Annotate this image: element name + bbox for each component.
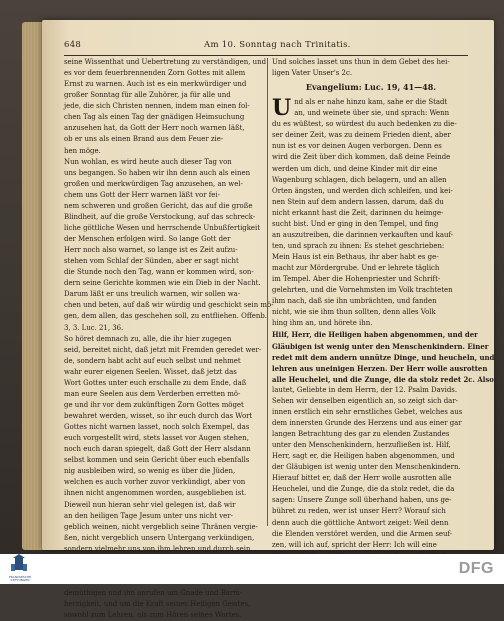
left-text-column bbox=[64, 57, 274, 620]
text-line: großer Sonntag für alle Zuhörer, ja für alle und bbox=[64, 91, 231, 100]
text-line: herzigkeit, und um die Kraft seines Heiligen Geistes, bbox=[64, 600, 251, 609]
text-line: alle Heuchelei, und die Zunge, die da stolz redet 2c. Also bbox=[272, 374, 494, 384]
text-line: hen möge. bbox=[64, 146, 101, 155]
text-line: der Gläubigen ist wenig unter den Menschenkindern. bbox=[272, 463, 461, 472]
text-line: es vor dem feuerbrennenden Zorn Gottes mit allem bbox=[64, 69, 246, 78]
text-line: noch euch daran spiegelt, daß Gott der Herr alsdann bbox=[64, 445, 251, 454]
text-line: nem schweren und großen Gericht, das auf die große bbox=[64, 201, 253, 210]
text-line: ihnen nicht angenommen worden, ausgeblieben ist. bbox=[64, 489, 247, 498]
text-line: ihm nach, daß sie ihn umbrächten, und fanden bbox=[272, 297, 437, 306]
text-line: jede, die sich Christen nennen, indem man einen fol- bbox=[64, 102, 250, 111]
text-line: 3, 3. Luc. 21, 36. bbox=[64, 323, 124, 332]
text-line: sucht bist. Und er ging in den Tempel, und fing bbox=[272, 219, 439, 228]
footer-bar bbox=[0, 554, 504, 584]
drop-cap: U bbox=[272, 95, 292, 122]
header-rule bbox=[64, 55, 468, 56]
text-line: uns begangen. So haben wir ihn denn auch als einen bbox=[64, 168, 251, 177]
text-line: an auszutreiben, die darinnen verkauften und kauf- bbox=[272, 230, 454, 239]
text-line: nicht erkannt hast die Zeit, darinnen du heimge- bbox=[272, 208, 444, 217]
text-line: macht zur Mördergrube. Und er lehrete täglich bbox=[272, 264, 440, 273]
text-line: hing ihm an, und hörete ihn. bbox=[272, 319, 373, 328]
text-line: Hierauf bittet er, daß der Herr wolle ausrotten alle bbox=[272, 474, 452, 483]
text-line: großen und merkwürdigen Tag anzusehen, an wel- bbox=[64, 179, 243, 188]
text-line: Nun wohlan, es wird heute auch dieser Tag von bbox=[64, 157, 232, 166]
text-line: nig ausbleiben wird, so wenig es über die Jüden, bbox=[64, 467, 236, 476]
text-line: Hilf, Herr, die Heiligen haben abgenommen, und der bbox=[272, 330, 478, 340]
text-line: welchen es auch vorher zuvor verkündigt, aber von bbox=[64, 478, 246, 487]
text-line: Herr, sagt er, die Heiligen haben abgenommen, und bbox=[272, 452, 455, 461]
text-line: Blindheit, auf die große Verstockung, auf das schreck- bbox=[64, 212, 256, 221]
text-line: Mein Haus ist ein Bethaus, ihr aber habt es ge- bbox=[272, 253, 439, 261]
text-line: So höret demnach zu, alle, die ihr hier zugegen bbox=[64, 334, 232, 343]
text-line: Heuchelei, und die Zunge, die da stolz redet, die da bbox=[272, 485, 455, 494]
text-line: Ernst zu warnen. Auch ist es ein merkwürdiger und bbox=[64, 80, 247, 89]
text-line: euch vorgestellt wird, stets lasset vor Augen stehen, bbox=[64, 434, 249, 443]
text-line: seid, bereitet nicht, daß jetzt mit Fremden geredet wer- bbox=[64, 345, 262, 354]
text-line: wahr eurer eigenen Seelen. Wisset, daß jetzt das bbox=[64, 367, 237, 376]
text-line: Gottes nicht warnen lasset, noch solch Exempel, das bbox=[64, 423, 250, 432]
right-text-column bbox=[272, 57, 495, 549]
text-line: gelehrten, und die Vornehmsten im Volk trachteten bbox=[272, 286, 453, 295]
text-line: bewahret werden, wisset, so ihr euch durch das Wort bbox=[64, 412, 253, 420]
text-line: du es wüßtest, so würdest du auch bedenken zu die- bbox=[272, 120, 457, 129]
text-line: anzusehen hat, da Gott der Herr noch warnen läßt, bbox=[64, 124, 245, 133]
text-line: redet mit dem andern unnütze Dinge, und heucheln, und bbox=[272, 352, 495, 362]
institution-logo-text: FRANCKESCHE STIFTUNGEN bbox=[8, 575, 32, 583]
text-line: nen Stein auf dem andern lassen, darum, daß du bbox=[272, 197, 444, 206]
text-line: chen und beten, auf daß wir würdig und geschickt sein mö- bbox=[64, 301, 274, 310]
running-title: Am 10. Sonntag nach Trinitatis. bbox=[204, 40, 351, 50]
text-line: chem uns Gott der Herr warnen läßt vor fei- bbox=[64, 190, 220, 199]
text-line: lehren aus uneinigen Herzen. Der Herr wolle ausrotten bbox=[272, 363, 488, 373]
text-line: im Tempel. Aber die Hohenpriester und Schrift- bbox=[272, 275, 441, 284]
text-line: Wagenburg schlagen, dich belagern, und an allen bbox=[272, 175, 447, 184]
text-line: Wort Gottes unter euch erschalle zu dem Ende, daß bbox=[64, 378, 247, 387]
text-line: geblich weinen, nicht vergeblich seine Thränen vergie- bbox=[64, 522, 258, 531]
text-line: de, sondern habt acht auf euch selbst und nehmet bbox=[64, 356, 241, 365]
text-line: ge und ihr vor dem zukünftigen Zorn Gottes möget bbox=[64, 400, 244, 409]
text-line: an den heiligen Tage Jesum unter uns nicht ver- bbox=[64, 511, 233, 520]
text-line: Herr noch also warnet, so lange ist es Zeit aufzu- bbox=[64, 246, 238, 255]
text-line: lautet, Geliebte in dem Herrn, der 12. Psalm Davids. bbox=[272, 385, 458, 394]
text-line: sowohl zum Lehren, als zum Hören seines Wortes. bbox=[64, 611, 242, 620]
text-line: demüthigen und ihn anrufen um Gnade und Barm- bbox=[64, 589, 243, 597]
text-line: an, und weinete über sie, und sprach: Wenn bbox=[294, 109, 450, 118]
dfg-logo: DFG bbox=[458, 560, 494, 577]
page-header bbox=[64, 40, 464, 54]
text-line: sondern vielmehr uns von ihm lehren und durch sein bbox=[64, 544, 251, 553]
text-line: ser deiner Zeit, was zu deinem Frieden dient, aber bbox=[272, 131, 451, 140]
text-line: die Stunde noch den Tag, wann er kommen wird, son- bbox=[64, 268, 254, 277]
column-divider bbox=[267, 58, 268, 526]
intro-line: Und solches lasset uns thun in dem Gebet des hei- bbox=[272, 58, 450, 66]
text-line: innen erstlich ein sehr ernstliches Gebet, welches aus bbox=[272, 407, 463, 416]
text-line: stehen vom Schlaf der Sünden, aber er sagt nicht bbox=[64, 257, 239, 266]
text-line: ßen, nicht vergeblich unsern Untergang verkündigen, bbox=[64, 533, 255, 542]
text-line: dem innersten Grunde des Herzens und aus einer gar bbox=[272, 418, 462, 427]
text-line: seine Wissenthat und Uebertretung zu verständigen, und bbox=[64, 58, 267, 66]
gospel-heading: Evangelium: Luc. 19, 41—48. bbox=[305, 82, 437, 93]
text-line: der Menschen erfolgen wird. So lange Gott der bbox=[64, 235, 231, 243]
text-line: Sehen wir denselben eigentlich an, so zeigt sich dar- bbox=[272, 396, 458, 405]
text-line: denn auch die göttliche Antwort zeiget: Weil denn bbox=[272, 518, 449, 527]
text-line: Dieweil nun hieran sehr viel gelegen ist, daß wir bbox=[64, 500, 236, 509]
text-line: wird die Zeit über dich kommen, daß deine Feinde bbox=[272, 153, 451, 162]
text-line: sagen: Unsere Zunge soll überhand haben, uns ge- bbox=[272, 496, 452, 505]
intro-line: ligen Vater Unser's 2c. bbox=[272, 69, 353, 78]
text-line: Gläubigen ist wenig unter den Menschenkindern. Einer bbox=[272, 341, 489, 351]
text-line: zen, will ich auf, spricht der Herr: Ich will eine bbox=[272, 540, 437, 549]
text-line: chen Tag als einen Tag der gnädigen Heimsuchung bbox=[64, 113, 245, 122]
text-line: langen Betrachtung des gar zu elenden Zustandes bbox=[272, 430, 450, 438]
text-line: liche göttliche Wesen und herrschende Unbußfertigkeit bbox=[64, 223, 261, 232]
text-line: die Elenden verstöret werden, und die Armen seuf- bbox=[272, 529, 453, 538]
text-line: gen, dem allen, das geschehen soll, zu entfliehen. Offenb. bbox=[64, 312, 267, 321]
text-line: nun ist es vor deinen Augen verborgen. Denn es bbox=[272, 142, 442, 151]
text-line: werden um dich, und deine Kinder mit dir eine bbox=[272, 164, 438, 173]
text-line: nd als er nahe hinzu kam, sahe er die Stadt bbox=[294, 98, 448, 107]
text-line: bühret zu reden, wer ist unser Herr? Worauf sich bbox=[272, 507, 446, 516]
page-number: 648 bbox=[64, 40, 82, 50]
text-line: man eure Seelen aus dem Verderben erretten mö- bbox=[64, 389, 241, 398]
text-line: Orten ängsten, und werden dich schleifen, und kei- bbox=[272, 186, 453, 195]
text-line: ob er uns als einen Brand aus dem Feuer zie- bbox=[64, 135, 224, 144]
text-line: selbst kommen und sein Gericht über euch ebenfalls bbox=[64, 456, 250, 465]
text-line: unter den Menschenkindern, herzufließen ist. Hilf, bbox=[272, 441, 451, 450]
text-line: dern seine Gerichte kommen wie ein Dieb in der Nacht. bbox=[64, 279, 261, 288]
text-line: ten, und sprach zu ihnen: Es stehet geschrieben: bbox=[272, 241, 445, 250]
text-line: nicht, wie sie ihm thun sollten, denn alles Volk bbox=[272, 308, 436, 317]
text-line: Darum läßt er uns treulich warnen, wir sollen wa- bbox=[64, 290, 241, 299]
